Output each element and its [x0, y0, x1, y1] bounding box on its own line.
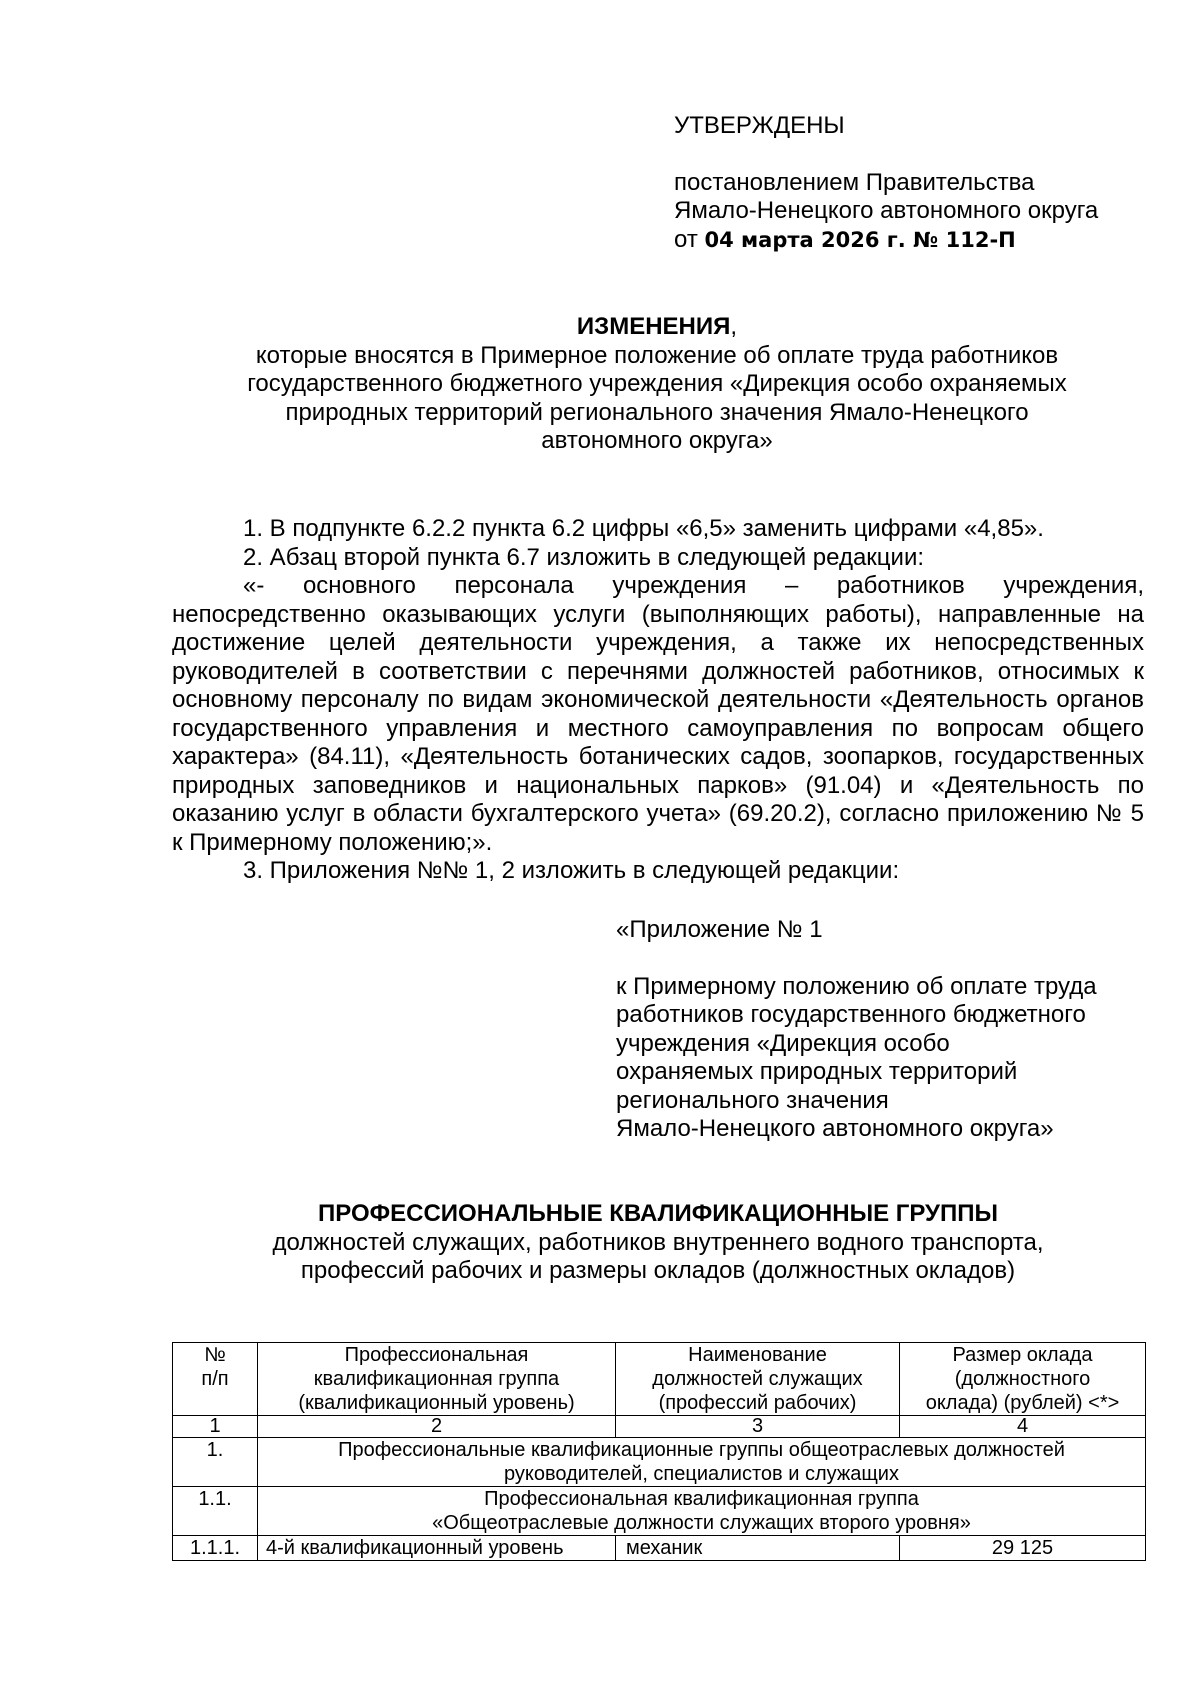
appendix-line-5: регионального значения	[616, 1086, 889, 1114]
group-caption-b: руководителей, специалистов и служащих	[504, 1463, 899, 1485]
appendix-line-2: работников государственного бюджетного	[616, 1001, 1086, 1028]
header-cell-position	[616, 1343, 900, 1416]
header-number-a: №	[204, 1344, 226, 1366]
approval-line-1: постановлением Правительства	[674, 168, 1035, 196]
heading-comma: ,	[730, 313, 738, 340]
changes-subtitle-2: государственного бюджетного учреждения «Дирекция особо охраняемых	[247, 370, 1067, 397]
column-number: 3	[616, 1416, 900, 1438]
pkg-heading: ПРОФЕССИОНАЛЬНЫЕ КВАЛИФИКАЦИОННЫЕ ГРУППЫ	[318, 1200, 998, 1227]
group-caption	[258, 1438, 1146, 1487]
subgroup-caption	[258, 1487, 1146, 1536]
appendix-label: «Приложение № 1	[616, 916, 823, 943]
approved-label: УТВЕРЖДЕНЫ	[674, 112, 845, 139]
changes-subtitle-4: автономного округа»	[541, 427, 773, 454]
column-number-row	[173, 1416, 1146, 1438]
header-position-c: (профессий рабочих)	[658, 1392, 857, 1414]
row-number: 1.1.	[173, 1487, 258, 1536]
appendix-line-4: охраняемых природных территорий	[616, 1058, 1018, 1085]
header-salary-c	[904, 1391, 1141, 1415]
table-row	[173, 1487, 1146, 1536]
header-salary-b: (должностного	[954, 1368, 1091, 1390]
column-number: 2	[258, 1416, 616, 1438]
item-2: 2. Абзац второй пункта 6.7 изложить в следующей редакции:	[243, 543, 925, 571]
item-3: 3. Приложения №№ 1, 2 изложить в следующей редакции:	[243, 857, 900, 884]
header-number-b: п/п	[201, 1368, 229, 1390]
approval-block	[674, 112, 1154, 254]
header-salary-text: оклада) (рублей)	[925, 1392, 1083, 1414]
table-header-row	[173, 1343, 1146, 1416]
row-number: 1.1.1.	[173, 1536, 258, 1561]
group-caption-a: Профессиональные квалификационные группы общеотраслевых должностей	[338, 1439, 1065, 1461]
subgroup-caption-b: «Общеотраслевые должности служащих второго уровня»	[432, 1512, 971, 1534]
appendix-line-1: к Примерному положению об оплате труда	[616, 972, 1097, 1000]
footnote-marker: <*>	[1088, 1392, 1120, 1414]
header-group-a: Профессиональная	[344, 1344, 529, 1366]
changes-heading: ИЗМЕНЕНИЯ	[576, 313, 731, 340]
changes-body	[172, 515, 1144, 886]
pkg-subtitle-2: профессий рабочих и размеры окладов (должностных окладов)	[300, 1257, 1016, 1284]
item-2-quote: «- основного персонала учреждения – работников учреждения, непосредственно оказывающих услуги (выполняющих работы), направленные на достижение целей деятельности учреждения, а также их непосредственных руководителей в соответствии с перечнями должностей работников, относимых к основному персоналу по видам экономической деятельности «Деятельность органов государственного управления и местного самоуправления по вопросам общего характера» (84.11), «Деятельность ботанических садов, зоопарков, государственных природных заповедников и национальных парков» (91.04) и «Деятельность по оказанию услуг в области бухгалтерского учета» (69.20.2), согласно приложению № 5 к Примерному положению;».	[172, 572, 1144, 856]
header-cell-salary	[900, 1343, 1146, 1416]
table-row	[173, 1536, 1146, 1561]
approval-line-2: Ямало-Ненецкого автономного округа	[674, 197, 1099, 224]
appendix-block	[616, 916, 1156, 1144]
column-number: 1	[173, 1416, 258, 1438]
item-1: 1. В подпункте 6.2.2 пункта 6.2 цифры «6,5» заменить цифрами «4,85».	[243, 515, 1044, 542]
header-cell-group	[258, 1343, 616, 1416]
header-group-b: квалификационная группа	[313, 1368, 560, 1390]
approval-date-line	[674, 226, 1154, 255]
column-number: 4	[900, 1416, 1146, 1438]
header-position-b: должностей служащих	[652, 1368, 863, 1390]
header-group-c: (квалификационный уровень)	[298, 1392, 575, 1414]
changes-title	[170, 313, 1144, 456]
appendix-line-6: Ямало-Ненецкого автономного округа»	[616, 1115, 1054, 1142]
row-number: 1.	[173, 1438, 258, 1487]
from-label: от	[674, 225, 698, 253]
changes-subtitle-1: которые вносятся в Примерное положение об оплате труда работников	[255, 341, 1059, 369]
qualification-level: 4-й квалификационный уровень	[258, 1536, 616, 1561]
header-position-a: Наименование	[688, 1344, 827, 1366]
header-cell-number	[173, 1343, 258, 1416]
pkg-subtitle-1: должностей служащих, работников внутреннего водного транспорта,	[272, 1228, 1044, 1256]
header-salary-a: Размер оклада	[952, 1344, 1093, 1366]
position-name: механик	[616, 1536, 900, 1561]
registration-stamp: 04 марта 2026 г. № 112-П	[704, 227, 1016, 252]
salary-value: 29 125	[900, 1536, 1146, 1561]
table-row	[173, 1438, 1146, 1487]
appendix-line-3: учреждения «Дирекция особо	[616, 1029, 950, 1057]
changes-subtitle-3: природных территорий регионального значения Ямало-Ненецкого	[285, 398, 1029, 426]
subgroup-caption-a: Профессиональная квалификационная группа	[484, 1488, 919, 1510]
qualification-table	[172, 1342, 1146, 1561]
pkg-title	[172, 1200, 1144, 1286]
